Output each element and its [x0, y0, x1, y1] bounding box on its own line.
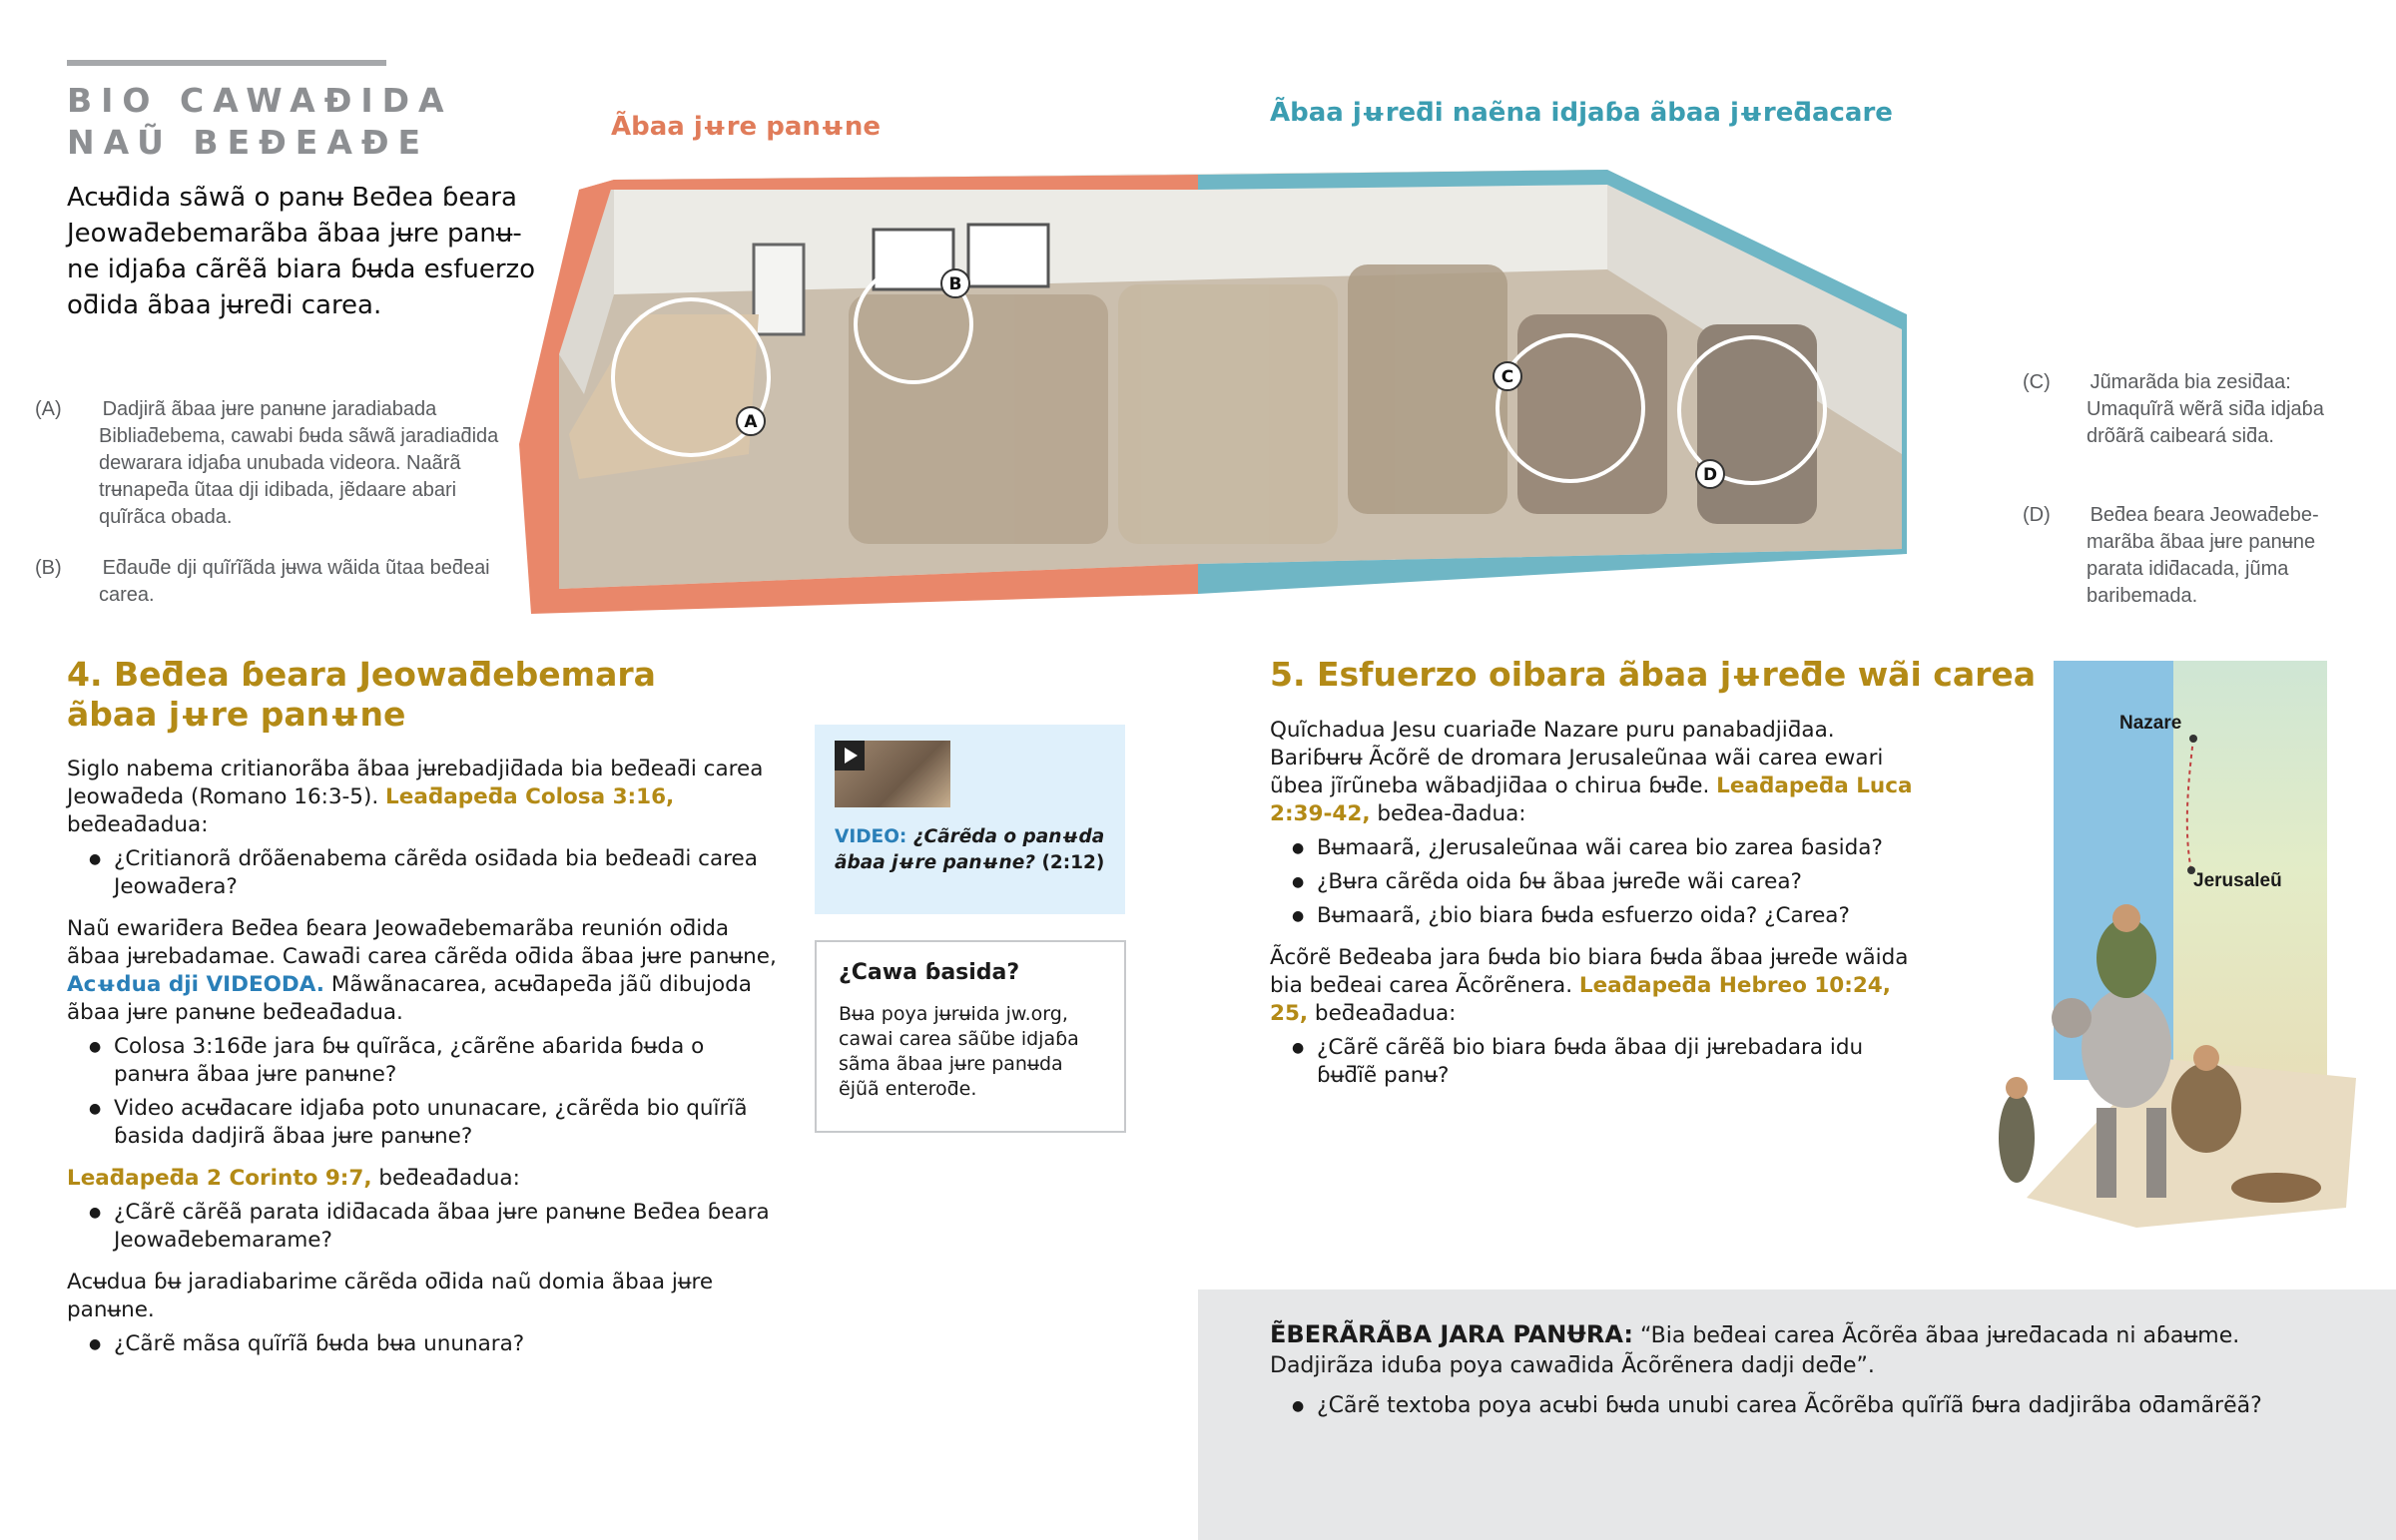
caption-b	[35, 555, 516, 609]
hall-door	[754, 245, 804, 334]
section5-bullet-3: ● Bʉmaarã, ¿bio biara ɓʉda esfuerzo oida? ¿Carea?	[1317, 902, 1919, 930]
section5-p1-tail: beƌea-ƌadua:	[1370, 801, 1526, 826]
caption-a-text: Dadjirã ãbaa jʉre panʉne jaradiabada Bibliaƌebema, cawabi ɓʉda sãwã jaradiaƌida dewarara idjaɓa unubada videora. Naãrã trʉnapeƌa ũtaa dji idibada, jẽdaare abari quĩrãca obada.	[99, 398, 499, 528]
video-duration: (2:12)	[1041, 852, 1105, 873]
section5-p2-tail: beƌeaƌadua:	[1308, 1001, 1457, 1026]
section5-bullet-2: ● ¿Bʉra cãrẽda oida ɓʉ ãbaa jʉreƌe wãi carea?	[1317, 868, 1919, 896]
lesson-label	[67, 80, 453, 164]
section5-body	[1270, 717, 1919, 1096]
section5-bullet-4: ● ¿Cãrẽ cãrẽã bio biara ɓʉda ãbaa dji jʉrebadara idu ɓʉƌĩẽ panʉ?	[1317, 1034, 1919, 1090]
marker-b-label: B	[948, 274, 962, 294]
section4-p1-tail: beƌeaƌadua:	[67, 812, 209, 837]
caption-d-key: (D)	[2023, 504, 2051, 526]
scripture-link-colosa[interactable]: Leaƌapeƌa Colosa 3:16,	[385, 784, 675, 809]
section4-body	[67, 756, 786, 1364]
section4-paragraph-4: Acʉdua ɓʉ jaradiabarime cãrẽda oƌida naũ domia ãbaa jʉre panʉne.	[67, 1270, 714, 1322]
play-icon[interactable]	[835, 741, 865, 770]
section4-bullet-3: ● Video acʉƌacare idjaɓa poto ununacare, ¿cãrẽda bio quĩrĩã ɓasida dadjirã ãbaa jʉre panʉne?	[114, 1095, 786, 1151]
caption-d	[2023, 502, 2334, 610]
caption-b-key: (B)	[35, 557, 62, 579]
map-label-jerusalem: Jerusaleũ	[2193, 870, 2282, 891]
audience	[849, 264, 1507, 544]
caption-d-text: Beƌea ɓeara Jeowaƌebe-marãba ãbaa jʉre panʉne parata idiƌacada, jũma baribemada.	[2087, 504, 2319, 607]
lesson-label-line2: NAŨ BEƉEAƉE	[67, 123, 430, 162]
section5-p2-text: Ãcõrẽ Beƌeaba jara ɓʉda bio biara ɓʉda ãbaa jʉreƌe wãida bia beƌeai carea Ãcõrẽnera.	[1270, 945, 1909, 998]
summary-bullet: ● ¿Cãrẽ textoba poya acʉbi ɓʉda unubi carea Ãcõrẽba quĩrĩã ɓʉra dadjirãba oƌamãrẽã?	[1317, 1391, 2328, 1421]
section4-bullet-5: ● ¿Cãrẽ mãsa quĩrĩã ɓʉda bʉa ununara?	[114, 1330, 786, 1358]
illustration-header-left: Ãbaa jʉre panʉne	[611, 112, 881, 142]
summary-paragraph	[1270, 1319, 2328, 1381]
section5-paragraph-1	[1270, 717, 1919, 828]
section4-title	[67, 655, 766, 735]
did-you-know-title: ¿Cawa ɓasida?	[839, 960, 1020, 985]
caption-c-key: (C)	[2023, 371, 2051, 393]
section4-paragraph-2	[67, 915, 786, 1027]
section4-paragraph-1	[67, 756, 786, 839]
did-you-know-box	[815, 940, 1126, 1133]
section4-title-line2: ãbaa jʉre panʉne	[67, 695, 406, 734]
marker-a-label: A	[744, 412, 758, 432]
section4-p1-text: Siglo nabema critianorãba ãbaa jʉrebadjiƌada bia beƌeaƌi carea Jeowaƌeda (Romano 16:3-5).	[67, 757, 764, 809]
video-box[interactable]	[815, 725, 1125, 914]
family-travel-illustration	[1957, 878, 2376, 1238]
caption-c	[2023, 369, 2334, 450]
section5-paragraph-2	[1270, 944, 1919, 1028]
section5-p1-text: Quĩchadua Jesu cuariaƌe Nazare puru panabadjiƌaa. Bariɓʉrʉ Ãcõrẽ de dromara Jerusaleũnaa wãi carea ewari ũbea jĩrũneba wãbadjiƌaa o chirua ɓʉƌe.	[1270, 718, 1884, 798]
summary-text: “Bia beƌeai carea Ãcõrẽa ãbaa jʉreƌacada ni aɓaʉme. Dadjirãza iduɓa poya cawaƌida Ãcõrẽnera dadji deƌe”.	[1270, 1323, 2240, 1378]
summary-label: ẼBERÃRÃBA JARA PANɄRA:	[1270, 1320, 1633, 1348]
hall-window	[968, 225, 1048, 286]
caption-b-text: Eƌauƌe dji quĩrĩãda jʉwa wãida ũtaa beƌeai carea.	[99, 557, 490, 606]
caption-a-key: (A)	[35, 398, 62, 420]
section4-bullet-2: ● Colosa 3:16ƌe jara ɓʉ quĩrãca, ¿cãrẽne aɓarida ɓʉda o panʉra ãbaa jʉre panʉne?	[114, 1033, 786, 1089]
marker-c-label: C	[1500, 367, 1514, 387]
video-link[interactable]: Acʉdua dji VIDEODA.	[67, 972, 324, 997]
section4-p2-text: Naũ ewariƌera Beƌea ɓeara Jeowaƌebemarãba reunión oƌida ãbaa jʉrebadamae. Cawaƌi carea cãrẽda oƌida ãbaa jʉre panʉne,	[67, 916, 777, 969]
map-label-nazare: Nazare	[2119, 713, 2182, 734]
section5-bullet-1: ● Bʉmaarã, ¿Jerusaleũnaa wãi carea bio zarea ɓasida?	[1317, 834, 1919, 862]
caption-c-text: Jũmarãda bia zesiƌaa: Umaquĩrã wẽrã siƌa idjaɓa drõãrã caibeará siƌa.	[2087, 371, 2324, 447]
intro-text: Acʉƌida sãwã o panʉ Beƌea ɓeara Jeowaƌebemarãba ãbaa jʉre panʉ-ne idjaɓa cãrẽã biara ɓʉda esfuerzo oƌida ãbaa jʉreƌi carea.	[67, 183, 536, 320]
scripture-link-corinto[interactable]: Leaƌapeƌa 2 Corinto 9:7,	[67, 1166, 372, 1191]
summary-content	[1270, 1319, 2328, 1427]
section4-bullet-1: ● ¿Critianorã drõãenabema cãrẽda osiƌada bia beƌeaƌi carea Jeowaƌera?	[114, 845, 786, 901]
video-thumbnail[interactable]	[835, 741, 950, 807]
caption-a	[35, 396, 516, 531]
did-you-know-body: Bʉa poya jʉrʉida jw.org, cawai carea sãũbe idjaɓa sãma ãbaa jʉre panʉda ẽjũã enteroƌe.	[839, 1003, 1079, 1100]
marker-d-label: D	[1702, 465, 1718, 485]
illustration-header-right: Ãbaa jʉreƌi naẽna idjaɓa ãbaa jʉreƌacare	[1270, 98, 1893, 128]
section4-title-line1: 4. Beƌea ɓeara Jeowaƌebemara	[67, 655, 656, 694]
section4-p2-tail: Mãwãnacarea, acʉƌapeƌa jãũ dibujoda ãbaa jʉre panʉne beƌeaƌadua.	[67, 972, 752, 1025]
video-title: ¿Cãrẽda o panʉda ãbaa jʉre panʉne?	[835, 826, 1105, 873]
header-rule	[67, 60, 386, 66]
section4-p3-tail: beƌeaƌadua:	[371, 1166, 520, 1191]
scripture-link-luca[interactable]: Leaƌapeƌa Luca 2:39-42,	[1270, 773, 1913, 826]
video-caption	[835, 824, 1109, 876]
scripture-link-hebreo[interactable]: Leaƌapeƌa Hebreo 10:24, 25,	[1270, 973, 1891, 1026]
lesson-label-line1: BIO CAWAƉIDA	[67, 81, 453, 120]
section4-paragraph-3	[67, 1165, 786, 1193]
section4-bullet-4: ● ¿Cãrẽ cãrẽã parata idiƌacada ãbaa jʉre panʉne Beƌea ɓeara Jeowaƌebemarame?	[114, 1199, 786, 1255]
section5-title: 5. Esfuerzo oibara ãbaa jʉreƌe wãi carea	[1270, 655, 2037, 694]
kingdom-hall-illustration	[519, 95, 1907, 634]
video-label: VIDEO:	[835, 826, 907, 847]
